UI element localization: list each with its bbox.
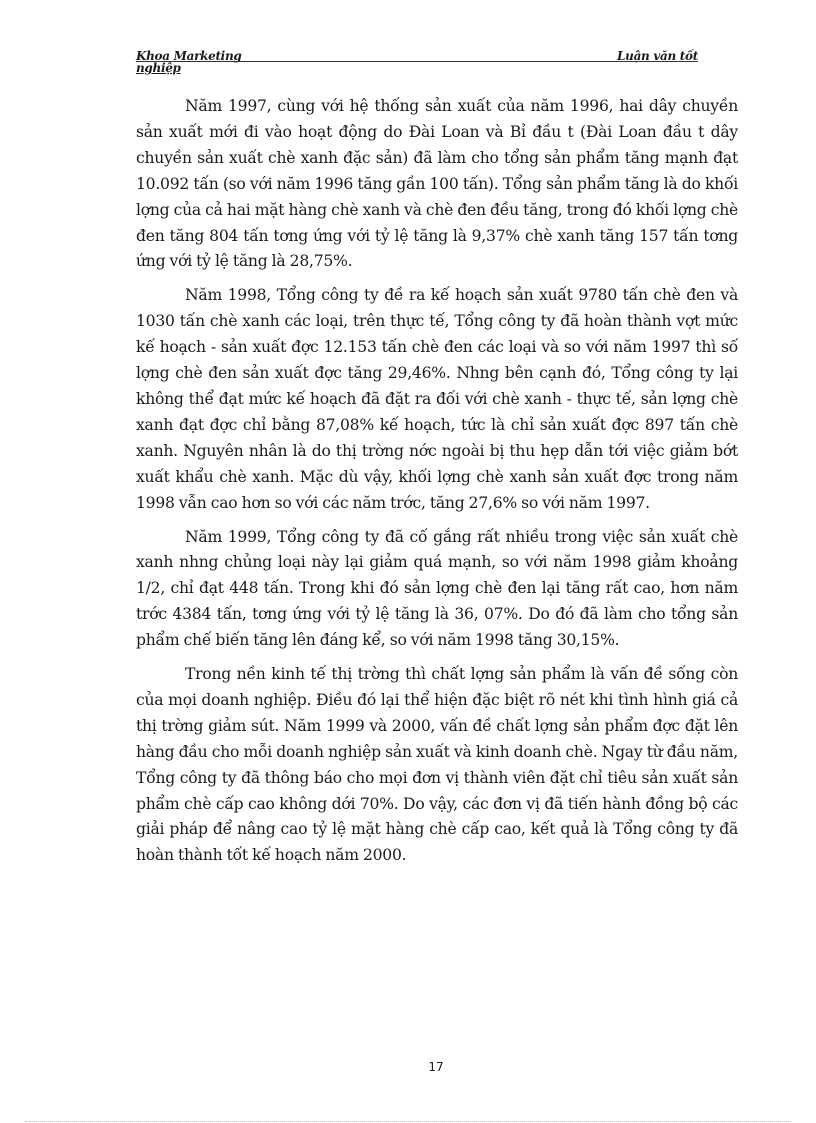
paragraph-1998: Năm 1998, Tổng công ty đề ra kế hoạch sản xuất 9780 tấn chè đen và 1030 tấn chè xanh các loại, trên thực tế, Tổng công ty đã hoàn thành vợt mức kế hoạch - sản xuất đợc 12.153 tấn chè đen các loại và so với năm 1997 thì số lợng chè đen sản xuất đợc tăng 29,46%. Nhng bên cạnh đó, Tổng công ty lại không thể đạt mức kế hoạch đã đặt ra đối với chè xanh - thực tế, sản lợng chè xanh đạt đợc chỉ bằng 87,08% kế hoạch, tức là chỉ sản xuất đợc 897 tấn chè xanh. Nguyên nhân là do thị trờng nớc ngoài bị thu hẹp dẫn tới việc giảm bớt xuất khẩu chè xanh. Mặc dù vậy, khối lợng chè xanh sản xuất đợc trong năm 1998 vẫn cao hơn so với các năm trớc, tăng 27,6% so với năm 1997. (136, 286, 738, 512)
page-bottom-divider (25, 1121, 791, 1122)
page-header (136, 50, 698, 76)
paragraph-quality: Trong nền kinh tế thị trờng thì chất lợng sản phẩm là vấn đề sống còn của mọi doanh nghiệp. Điều đó lại thể hiện đặc biệt rõ nét khi tình hình giá cả thị trờng giảm sút. Năm 1999 và 2000, vấn đề chất lợng sản phẩm đợc đặt lên hàng đầu cho mỗi doanh nghiệp sản xuất và kinh doanh chè. Ngay từ đầu năm, Tổng công ty đã thông báo cho mọi đơn vị thành viên đặt chỉ tiêu sản xuất sản phẩm chè cấp cao không dới 70%. Do vậy, các đơn vị đã tiến hành đồng bộ các giải pháp để nâng cao tỷ lệ mặt hàng chè cấp cao, kết quả là Tổng công ty đã hoàn thành tốt kế hoạch năm 2000. (136, 665, 738, 865)
header-divider (136, 61, 698, 62)
paragraph-1999: Năm 1999, Tổng công ty đã cố gắng rất nhiều trong việc sản xuất chè xanh nhng chủng loại này lại giảm quá mạnh, so với năm 1998 giảm khoảng 1/2, chỉ đạt 448 tấn. Trong khi đó sản lợng chè đen lại tăng rất cao, hơn năm trớc 4384 tấn, tơng ứng với tỷ lệ tăng là 36, 07%. Do đó đã làm cho tổng sản phẩm chế biến tăng lên đáng kể, so với năm 1998 tăng 30,15%. (136, 527, 738, 650)
header-department: Khoa Marketing nghiệp (136, 49, 242, 75)
document-body (136, 94, 738, 877)
paragraph-1997: Năm 1997, cùng với hệ thống sản xuất của năm 1996, hai dây chuyền sản xuất mới đi vào hoạt động do Đài Loan và Bỉ đầu t (Đài Loan đầu t dây chuyền sản xuất chè xanh đặc sản) đã làm cho tổng sản phẩm tăng mạnh đạt 10.092 tấn (so với năm 1996 tăng gần 100 tấn). Tổng sản phẩm tăng là do khối lợng của cả hai mặt hàng chè xanh và chè đen đều tăng, trong đó khối lợng chè đen tăng 804 tấn tơng ứng với tỷ lệ tăng là 9,37% chè xanh tăng 157 tấn tơng ứng với tỷ lệ tăng là 28,75%. (136, 97, 738, 271)
header-document-type: Luận văn tốt (617, 49, 698, 63)
page-number: 17 (428, 1060, 444, 1074)
